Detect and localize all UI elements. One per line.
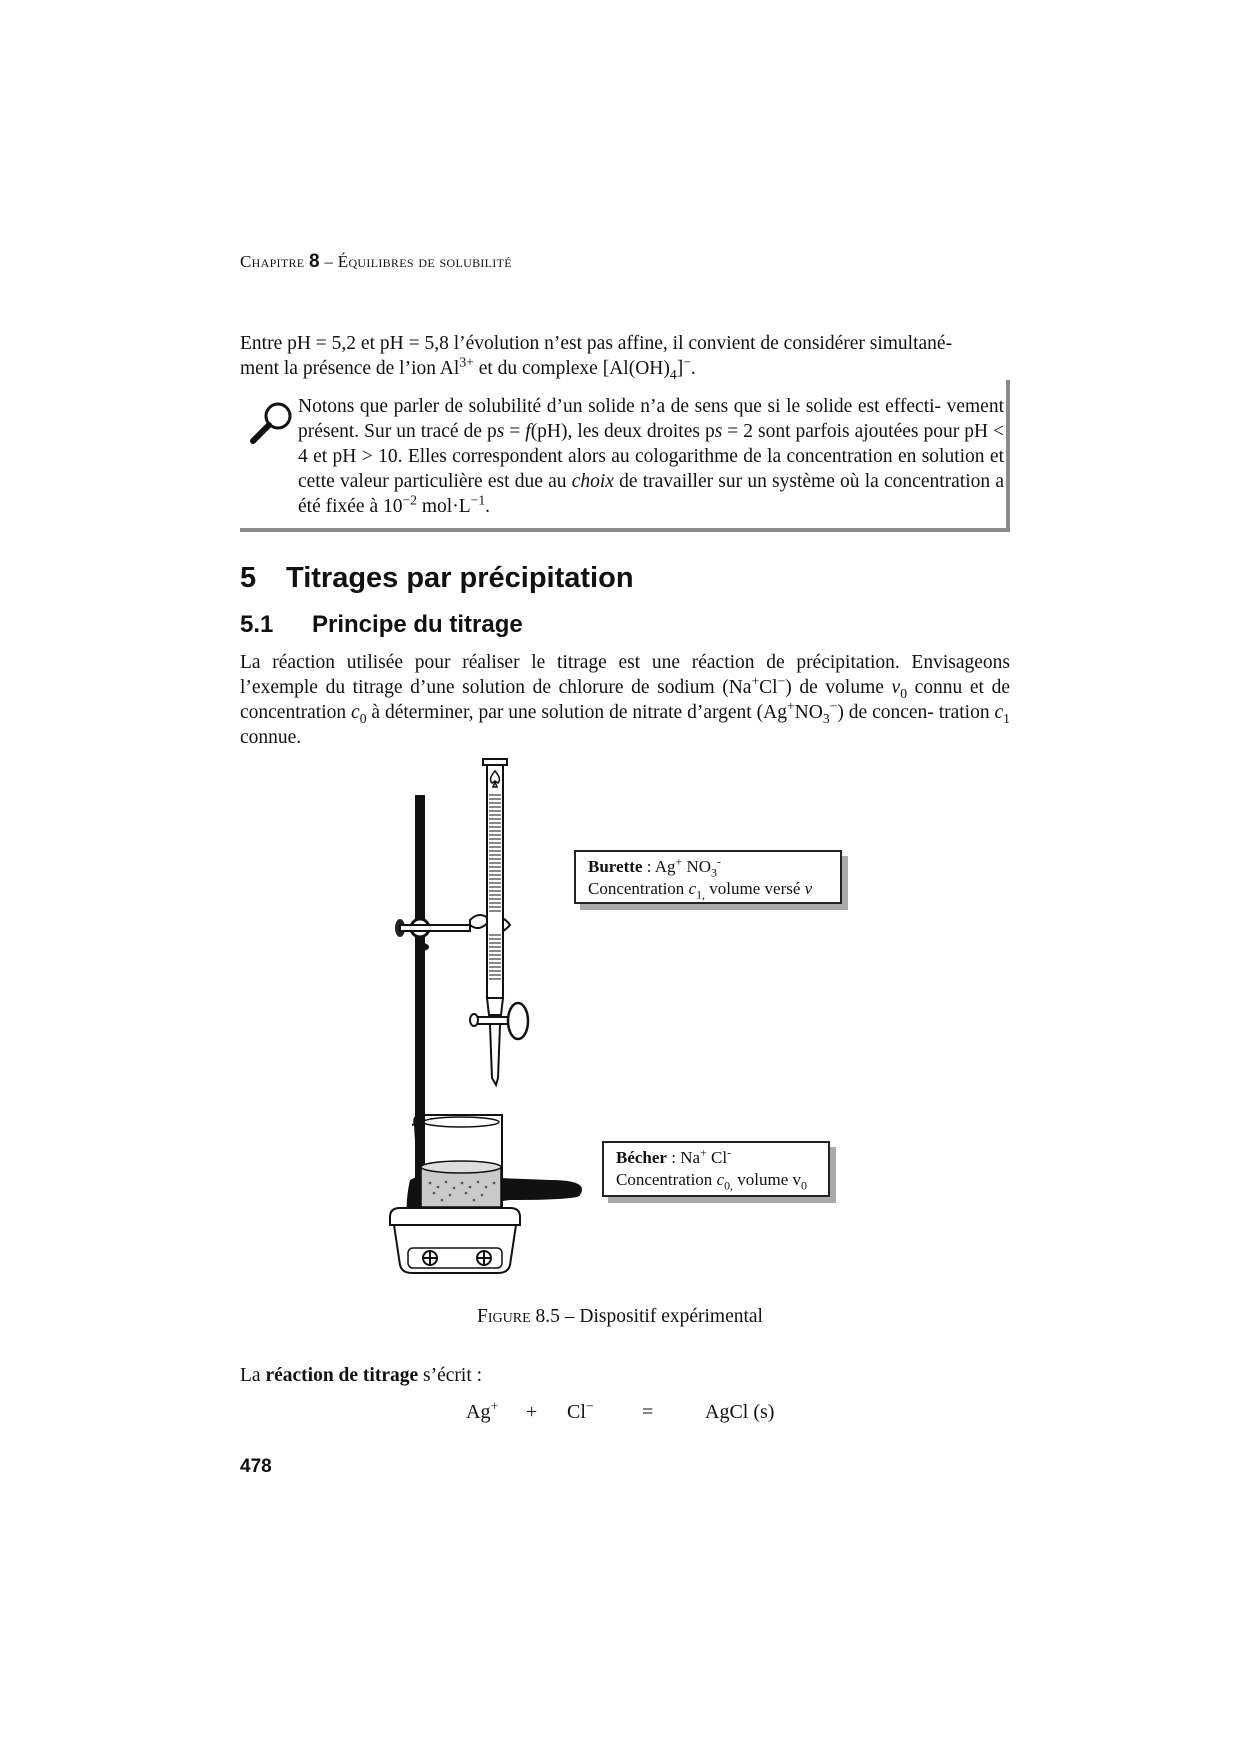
intro-text: . <box>690 358 696 379</box>
principle-span: connu et de concentration <box>240 677 1010 723</box>
stirrer-plate <box>390 1208 520 1225</box>
burette-label-sub: 3 <box>711 865 717 880</box>
becher-label-text: volume v <box>733 1170 802 1189</box>
note-choix: choix <box>571 471 614 492</box>
note-span: = <box>504 421 526 442</box>
principle-var: v <box>891 677 901 698</box>
page-number: 478 <box>240 1456 272 1477</box>
stopcock-key <box>508 1003 528 1039</box>
chapter-title: Équilibres de solubilité <box>337 252 512 271</box>
becher-label-text: Concentration <box>616 1170 717 1189</box>
header-dash: – <box>324 252 334 271</box>
subsection-number: 5.1 <box>240 611 274 638</box>
clamp-nut <box>415 943 429 951</box>
intro-text: ment la présence de l’ion Al <box>240 358 460 379</box>
eq-cl-text: Cl <box>567 1401 586 1423</box>
principle-sub: 1 <box>1003 710 1010 726</box>
oh-index: 4 <box>669 366 677 382</box>
note-span: . <box>485 496 491 517</box>
burette-label-text: : Ag <box>642 857 676 876</box>
stand-rod <box>415 795 425 1185</box>
stopcock-barrel <box>476 1017 512 1024</box>
note-italic: s <box>496 421 505 442</box>
burette-label-var: v <box>804 879 813 898</box>
subsection-heading <box>240 611 523 639</box>
running-head <box>240 251 512 273</box>
burette-label <box>574 850 842 904</box>
becher-label-sup: - <box>727 1145 732 1160</box>
chapter-number: 8 <box>308 251 320 272</box>
eq-cl-charge: − <box>585 1399 594 1415</box>
burette-rim <box>483 759 507 765</box>
note-span: (pH), les deux droites p <box>530 421 715 442</box>
principle-sub: 0 <box>359 710 367 726</box>
burette-label-title: Burette <box>588 857 643 876</box>
figure-caption <box>0 1306 1240 1328</box>
section-number: 5 <box>240 562 257 594</box>
becher-label-var: c <box>716 1170 725 1189</box>
principle-var: c <box>351 702 360 723</box>
becher-label <box>602 1141 830 1197</box>
eq-ag <box>466 1401 498 1424</box>
becher-label-text: : Na <box>666 1148 701 1167</box>
note-span: de travailler sur un système où la concentration a été fixée à 10 <box>298 471 1004 517</box>
principle-sup: + <box>751 673 760 689</box>
principle-span: Cl <box>759 677 778 698</box>
caption-figure-word: Figure <box>477 1306 531 1327</box>
burette-label-text: NO <box>682 857 712 876</box>
eq-ag-charge: + <box>490 1399 499 1415</box>
section-heading <box>240 562 634 595</box>
principle-span: connue. <box>240 727 302 748</box>
note-span: Notons que parler de solubilité d’un solide n’a de sens que si le solide est effecti- vement présent. Sur un tracé de p <box>298 396 1004 442</box>
note-italic: s <box>714 421 723 442</box>
principle-span: NO <box>794 702 823 723</box>
reaction-intro-text: s’écrit : <box>418 1365 483 1386</box>
eq-product: AgCl (s) <box>705 1401 775 1423</box>
eq-equals: = <box>642 1401 654 1423</box>
burette-label-sup: + <box>675 854 683 869</box>
eq-cl <box>567 1401 594 1424</box>
intro-text: et du complexe [Al(OH) <box>473 358 670 379</box>
al-charge: 3+ <box>459 354 474 370</box>
principle-sub: 3 <box>822 710 830 726</box>
magnifier-icon <box>248 400 294 446</box>
principle-sub: 0 <box>900 685 908 701</box>
chapter-word: Chapitre <box>240 252 305 271</box>
complex-charge: − <box>683 354 691 370</box>
principle-sup: + <box>786 698 795 714</box>
titration-apparatus <box>380 755 600 1295</box>
principle-var: c <box>994 702 1004 723</box>
burette-label-text: Concentration <box>588 879 689 898</box>
burette-label-var: c <box>688 879 697 898</box>
principle-sup: − <box>829 698 838 714</box>
becher-label-sup: + <box>700 1145 707 1160</box>
burette-label-sub: 1, <box>696 887 706 902</box>
note-exponent: −1 <box>470 492 486 508</box>
principle-span: ) de concen- tration <box>837 702 995 723</box>
becher-label-title: Bécher <box>616 1148 667 1167</box>
note-italic: f <box>525 421 531 442</box>
burette-label-sup: - <box>717 854 721 869</box>
solution-surface <box>421 1161 501 1173</box>
clamp-arm <box>400 925 470 931</box>
intro-line-1: Entre pH = 5,2 et pH = 5,8 l’évolution n’est pas affine, il convient de considérer simultané- <box>240 333 953 354</box>
principle-sup: − <box>777 673 786 689</box>
burette-taper <box>487 998 503 1015</box>
stopcock-end <box>470 1014 478 1026</box>
principle-paragraph <box>240 650 1010 750</box>
intro-paragraph <box>240 331 1010 381</box>
principle-span: à déterminer, par une solution de nitrate d’argent (Ag <box>366 702 787 723</box>
reaction-intro-text: La <box>240 1365 266 1386</box>
becher-label-sub: 0 <box>801 1178 807 1193</box>
principle-span: La réaction utilisée pour réaliser le titrage est une réaction de précipitation. Envisageons l’exemple du titrage d’une solution de chlorure de sodium (Na <box>240 652 1010 698</box>
principle-span: ) de volume <box>785 677 892 698</box>
becher-label-text: Cl <box>706 1148 728 1167</box>
burette-tip <box>490 1025 500 1085</box>
burette-label-text: volume versé <box>705 879 805 898</box>
reaction-intro <box>240 1363 1010 1388</box>
note-span: = 2 sont parfois ajoutées pour pH < 4 et pH > 10. Elles correspondent alors au cologarithme de la concentration en solution et cette valeur particulière est due au <box>298 421 1004 492</box>
caption-text: 8.5 – Dispositif expérimental <box>530 1306 763 1327</box>
burette-graduations <box>489 795 501 979</box>
beaker-rim <box>423 1117 499 1127</box>
intro-text: ] <box>676 358 684 379</box>
becher-label-sub: 0, <box>724 1178 734 1193</box>
note-span: mol·L <box>417 496 471 517</box>
note-exponent: −2 <box>402 492 417 508</box>
note-text <box>298 394 1004 519</box>
eq-ag-text: Ag <box>466 1401 491 1423</box>
reaction-intro-bold: réaction de titrage <box>265 1365 419 1386</box>
eq-plus: + <box>526 1401 538 1423</box>
section-title: Titrages par précipitation <box>286 562 634 594</box>
subsection-title: Principe du titrage <box>312 611 523 638</box>
